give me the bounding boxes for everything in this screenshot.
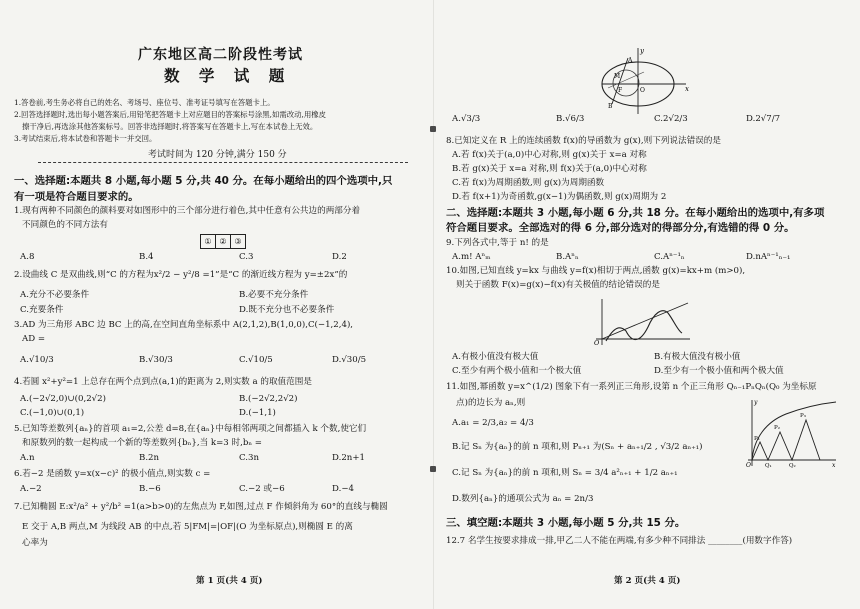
q8-option-a: A.若 f(x)关于(a,0)中心对称,则 g(x)关于 x=a 对称 <box>452 150 647 160</box>
q5-option-d: D.2n+1 <box>332 453 365 463</box>
note-2-cont: 擦干净后,再选涂其他答案标号。回答非选择题时,将答案写在答题卡上,写在本试卷上无效。 <box>22 122 318 131</box>
page-one <box>14 0 426 609</box>
exam-subject: 数 学 试 题 <box>164 67 292 85</box>
point-m-label: M <box>614 73 621 80</box>
page-footer: 第 2 页(共 4 页) <box>614 576 681 586</box>
q9-option-d: D.nAⁿ⁻¹ₙ₋₁ <box>746 252 791 262</box>
question-7-cont: E 交于 A,B 两点,M 为线段 AB 的中点,若 5|FM|=|OF|(O 为坐标原点),则椭圆 E 的离 <box>22 522 353 532</box>
point-q2-label: Q₂ <box>789 463 796 469</box>
region-3: ③ <box>234 237 242 246</box>
question-11-cont: 点)的边长为 aₙ,则 <box>456 398 526 408</box>
section-heading-cont: 有一项是符合题目要求的。 <box>14 191 139 203</box>
q6-option-d: D.−4 <box>332 484 354 494</box>
binding-mark <box>430 466 436 472</box>
q3-option-a: A.√10/3 <box>20 355 54 365</box>
q7-option-a: A.√3/3 <box>452 114 481 124</box>
point-p2-label: P₂ <box>774 425 780 431</box>
page-footer: 第 1 页(共 4 页) <box>196 576 263 586</box>
q1-option-a: A.8 <box>20 252 35 262</box>
region-2: ② <box>216 235 231 248</box>
q11-option-d: D.数列{aₙ}的通项公式为 aₙ = 2n/3 <box>452 494 594 504</box>
q5-option-b: B.2n <box>139 453 160 463</box>
point-q1-label: Q₁ <box>765 463 772 469</box>
q11-option-b: B.记 Sₙ 为{aₙ}的前 n 项和,则 Pₙ₊₁ 为(Sₙ + aₙ₊₁/2 , √3/2 aₙ₊₁) <box>452 442 703 452</box>
q4-option-a: A.(−2√2,0)∪(0,2√2) <box>20 394 106 404</box>
origin-label: O <box>594 339 600 347</box>
question-12: 12.7 名学生按要求排成一排,甲乙二人不能在两端,有多少种不同排法 ________(用数字作答) <box>446 536 793 546</box>
q3-option-c: C.√10/5 <box>239 355 273 365</box>
q10-option-a: A.有极小值没有极大值 <box>452 352 539 362</box>
question-3-cont: AD = <box>22 334 46 344</box>
q8-option-d: D.若 f(x+1)为奇函数,g(x−1)为偶函数,则 g(x)周期为 2 <box>452 192 667 202</box>
note-3: 3.考试结束后,将本试卷和答题卡一并交回。 <box>14 134 157 143</box>
region-1: ① <box>201 235 216 248</box>
coloring-figure <box>200 234 246 249</box>
point-b-label: B <box>608 103 613 110</box>
section-3-heading: 三、填空题:本题共 3 小题,每小题 5 分,共 15 分。 <box>446 517 686 529</box>
question-6: 6.若−2 是函数 y=x(x−c)² 的极小值点,则实数 c = <box>14 469 211 479</box>
q4-option-c: C.(−1,0)∪(0,1) <box>20 408 85 418</box>
question-5-cont: 和原数列的数一起构成一个新的等差数列{bₙ},当 k=3 时,bₙ = <box>22 438 262 448</box>
question-11: 11.如图,幂函数 y=x^(1/2) 图象下有一系列正三角形,设第 n 个正三角形 Qₙ₋₁PₙQₙ(Q₀ 为坐标原 <box>446 382 817 392</box>
question-10: 10.如图,已知直线 y=kx 与曲线 y=f(x)相切于两点,函数 g(x)=kx+m (m>0), <box>446 266 746 276</box>
q2-option-c: C.充要条件 <box>20 305 64 315</box>
q6-option-c: C.−2 或−6 <box>239 484 285 494</box>
tangent-figure <box>592 297 692 347</box>
question-4: 4.若圆 x²+y²=1 上总存在两个点到点(a,1)的距离为 2,则实数 a 的取值范围是 <box>14 377 312 387</box>
y-axis-label: y <box>640 47 644 55</box>
q4-option-b: B.(−2√2,2√2) <box>239 394 298 404</box>
ellipse-figure <box>598 46 688 116</box>
q10-option-d: D.至少有一个极小值和两个极大值 <box>654 366 784 376</box>
question-1-cont: 不同颜色的不同方法有 <box>22 220 108 230</box>
page-fold <box>433 0 434 609</box>
q8-option-b: B.若 g(x)关于 x=a 对称,则 f(x)关于(a,0)中心对称 <box>452 164 647 174</box>
question-1: 1.现有两种不同颜色的颜料要对如图形中的三个部分进行着色,其中任意有公共边的两部分着 <box>14 206 361 216</box>
y-axis-label: y <box>754 399 758 406</box>
q6-option-a: A.−2 <box>20 484 42 494</box>
question-10-cont: 则关于函数 F(x)=g(x)−f(x)有关极值的结论错误的是 <box>456 280 660 290</box>
q3-option-b: B.√30/3 <box>139 355 173 365</box>
q6-option-b: B.−6 <box>139 484 161 494</box>
q10-option-c: C.至少有两个极小值和一个极大值 <box>452 366 582 376</box>
question-5: 5.已知等差数列{aₙ}的首项 a₁=2,公差 d=8,在{aₙ}中每相邻两项之间都插入 k 个数,使它们 <box>14 424 367 434</box>
point-f-label: F <box>618 87 623 94</box>
q5-option-a: A.n <box>20 453 35 463</box>
q11-option-a: A.a₁ = 2/3,a₂ = 4/3 <box>452 418 534 428</box>
q9-option-c: C.Aⁿ⁻¹ₙ <box>654 252 685 262</box>
q1-option-b: B.4 <box>139 252 154 262</box>
origin-label: O <box>746 462 751 469</box>
page-two <box>446 0 850 609</box>
section-2-heading: 二、选择题:本题共 3 小题,每小题 6 分,共 18 分。在每小题给出的选项中,有多项 <box>446 207 825 219</box>
note-1: 1.答卷前,考生务必将自己的姓名、考场号、座位号、准考证号填写在答题卡上。 <box>14 98 275 107</box>
q9-option-b: B.Aⁿₙ <box>556 252 579 262</box>
q1-option-d: D.2 <box>332 252 347 262</box>
q2-option-a: A.充分不必要条件 <box>20 290 90 300</box>
point-p3-label: P₃ <box>800 413 806 419</box>
q9-option-a: A.m! Aⁿₘ <box>452 252 491 262</box>
q11-option-c: C.记 Sₙ 为{aₙ}的前 n 项和,则 Sₙ = 3/4 a²ₙ₊₁ + 1/2 aₙ₊₁ <box>452 468 678 478</box>
question-9: 9.下列各式中,等于 n! 的是 <box>446 238 549 248</box>
q1-option-c: C.3 <box>239 252 254 262</box>
exam-title: 广东地区高二阶段性考试 <box>138 47 303 63</box>
question-7-cont2: 心率为 <box>22 538 48 548</box>
q7-option-c: C.2√2/3 <box>654 114 688 124</box>
divider <box>38 162 408 163</box>
section-2-heading-cont: 符合题目要求。全部选对的得 6 分,部分选对的得部分分,有选错的得 0 分。 <box>446 222 795 234</box>
origin-label: O <box>640 87 645 94</box>
q10-option-b: B.有极大值没有极小值 <box>654 352 741 362</box>
section-heading: 一、选择题:本题共 8 小题,每小题 5 分,共 40 分。在每小题给出的四个选项中,只 <box>14 175 393 187</box>
q3-option-d: D.√30/5 <box>332 355 367 365</box>
q2-option-d: D.既不充分也不必要条件 <box>239 305 335 315</box>
q8-option-c: C.若 f(x)为周期函数,则 g(x)为周期函数 <box>452 178 605 188</box>
question-2: 2.设曲线 C 是双曲线,则“C 的方程为x²/2 − y²/8 =1”是“C 的渐近线方程为 y=±2x”的 <box>14 270 348 280</box>
question-3: 3.AD 为三角形 ABC 边 BC 上的高,在空间直角坐标系中 A(2,1,2),B(1,0,0),C(−1,2,4), <box>14 320 354 330</box>
x-axis-label: x <box>685 85 689 93</box>
time-limit: 考试时间为 120 分钟,满分 150 分 <box>148 150 287 160</box>
q5-option-c: C.3n <box>239 453 260 463</box>
q7-option-b: B.√6/3 <box>556 114 585 124</box>
triangles-figure <box>746 398 838 468</box>
q2-option-b: B.必要不充分条件 <box>239 290 309 300</box>
binding-mark <box>430 126 436 132</box>
q4-option-d: D.(−1,1) <box>239 408 276 418</box>
point-p1-label: P₁ <box>754 436 760 442</box>
x-axis-label: x <box>832 462 836 469</box>
note-2: 2.回答选择题时,选出每小题答案后,用铅笔把答题卡上对应题目的答案标号涂黑,如需改动,用橡皮 <box>14 110 327 119</box>
point-a-label: A <box>628 57 633 64</box>
question-7: 7.已知椭圆 E:x²/a² + y²/b² =1(a>b>0)的左焦点为 F,如图,过点 F 作倾斜角为 60°的直线与椭圆 <box>14 502 388 512</box>
question-8: 8.已知定义在 R 上的连续函数 f(x)的导函数为 g(x),则下列说法错误的是 <box>446 136 721 146</box>
q7-option-d: D.2√7/7 <box>746 114 781 124</box>
